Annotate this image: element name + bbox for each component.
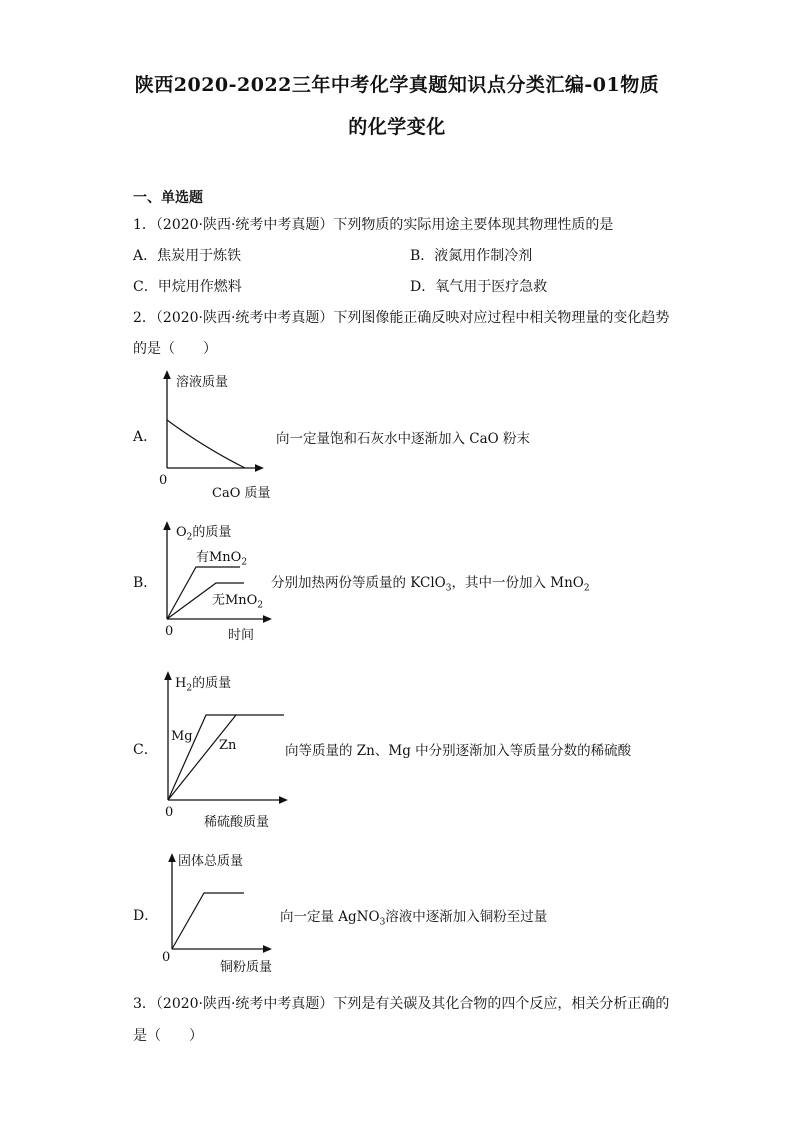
y-axis-label: 固体总质量 — [178, 854, 244, 869]
q2-b-letter: B． — [133, 575, 158, 591]
y-axis-label: 溶液质量 — [176, 375, 229, 390]
zn-label: Zn — [219, 738, 237, 753]
origin-label: 0 — [159, 473, 168, 488]
q2-d-letter: D． — [133, 908, 159, 924]
origin-label: 0 — [165, 805, 174, 820]
q1-option-b: B．液氮用作制冷剂 — [410, 248, 533, 264]
q3-stem-line1: 3．（2020·陕西·统考中考真题）下列是有关碳及其化合物的四个反应，相关分析正确的 — [133, 996, 670, 1012]
q2-d-description: 向一定量 AgNO$_3$溶液中逐渐加入铜粉至过量 — [280, 909, 548, 928]
q1-option-d: D．氧气用于医疗急救 — [410, 279, 548, 295]
origin-label: 0 — [165, 624, 174, 639]
with-mno2-label: 有MnO$_2$ — [196, 550, 248, 568]
y-axis-label: $O_2$的质量 — [176, 525, 232, 543]
origin-label: 0 — [162, 950, 171, 965]
q2-stem-line2: 的是（ ） — [133, 341, 217, 357]
solid-mass-line — [172, 893, 244, 949]
q2-a-graph — [150, 368, 280, 503]
solution-mass-curve — [167, 420, 245, 468]
q2-d-graph — [150, 845, 280, 975]
without-mno2-label: 无MnO$_2$ — [212, 593, 264, 611]
q2-c-graph — [150, 665, 290, 830]
q2-b-description: 分别加热两份等质量的 KClO$_3$，其中一份加入 MnO$_2$ — [271, 575, 590, 594]
x-axis-label: CaO 质量 — [212, 486, 271, 501]
x-axis-label: 稀硫酸质量 — [204, 815, 270, 830]
q2-stem-line1: 2．（2020·陕西·统考中考真题）下列图像能正确反映对应过程中相关物理量的变化趋势 — [133, 310, 670, 326]
x-axis-label: 时间 — [228, 628, 255, 643]
q1-option-a: A．焦炭用于炼铁 — [133, 248, 242, 264]
section-heading: 一、单选题 — [133, 190, 203, 206]
q3-stem-line2: 是（ ） — [133, 1028, 203, 1044]
q2-b-graph — [150, 515, 280, 645]
mg-label: Mg — [171, 729, 193, 744]
q1-option-c: C．甲烷用作燃料 — [133, 279, 242, 295]
y-axis-label: $H_2$的质量 — [175, 676, 232, 694]
page-title-line1: 陕西2020-2022三年中考化学真题知识点分类汇编-01物质 — [134, 74, 660, 96]
page-title-line2: 的化学变化 — [348, 116, 446, 138]
zn-line — [168, 715, 236, 800]
x-axis-label: 铜粉质量 — [220, 960, 273, 975]
q2-a-description: 向一定量饱和石灰水中逐渐加入 CaO 粉末 — [276, 431, 531, 447]
q1-stem: 1．（2020·陕西·统考中考真题）下列物质的实际用途主要体现其物理性质的是 — [133, 217, 614, 233]
q2-c-description: 向等质量的 Zn、Mg 中分别逐渐加入等质量分数的稀硫酸 — [285, 743, 632, 759]
q2-a-letter: A． — [133, 429, 158, 445]
q2-c-letter: C． — [133, 742, 158, 758]
